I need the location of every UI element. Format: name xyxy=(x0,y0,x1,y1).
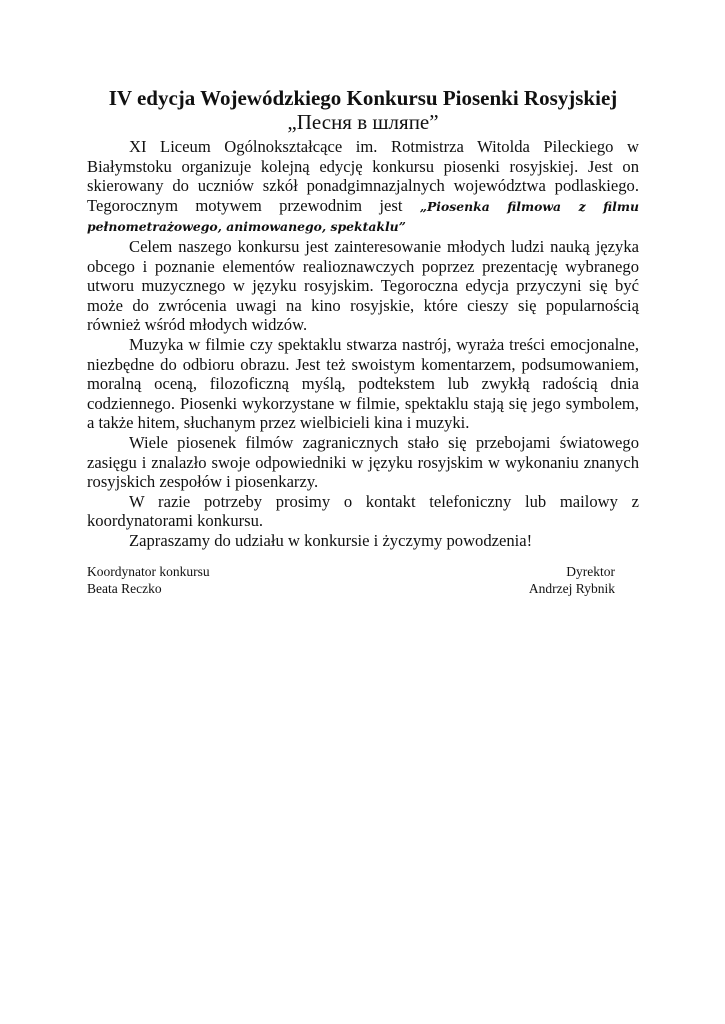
coordinator-name: Beata Reczko xyxy=(87,581,162,596)
paragraph-music: Muzyka w filmie czy spektaklu stwarza nastrój, wyraża treści emocjonalne, niezbędne do odbioru obrazu. Jest też swoistym komentarzem, podsumowaniem, moralną oceną, filozoficzną myślą, podtekstem lub zwykłą radością dnia codziennego. Piosenki wykorzystane w filmie, spektaklu stają się jego symbolem, a także hitem, słuchanym przez wielbicieli kina i muzyki. xyxy=(87,334,639,433)
paragraph-contact: W razie potrzeby prosimy o kontakt telefoniczny lub mailowy z koordynatorami konkursu. xyxy=(87,491,639,531)
signature-coordinator xyxy=(87,563,210,597)
director-role: Dyrektor xyxy=(566,564,615,579)
signature-director xyxy=(529,563,615,597)
paragraph-invitation: Zapraszamy do udziału w konkursie i życzymy powodzenia! xyxy=(129,530,533,550)
coordinator-role: Koordynator konkursu xyxy=(87,564,210,579)
document-subtitle: „Песня в шляпе” xyxy=(287,110,439,134)
document-title: IV edycja Wojewódzkiego Konkursu Piosenki Rosyjskiej xyxy=(108,86,618,110)
paragraph-intro-text: XI Liceum Ogólnokształcące im. Rotmistrza Witolda Pileckiego w Białymstoku organizuje kolejną edycję konkursu piosenki rosyjskiej. Jest on skierowany do uczniów szkół ponadgimnazjalnych województwa podlaskiego. Tegorocznym motywem przewodnim jest xyxy=(87,137,639,215)
document-body xyxy=(87,137,639,550)
paragraph-intro xyxy=(87,137,639,237)
director-name: Andrzej Rybnik xyxy=(528,581,615,596)
contest-motto: „Piosenka filmowa z filmu pełnometrażowego, animowanego, spektaklu” xyxy=(87,198,639,235)
paragraph-goal: Celem naszego konkursu jest zainteresowanie młodych ludzi nauką języka obcego i poznanie elementów realioznawczych poprzez prezentację wybranego utworu muzycznego w języku rosyjskim. Tegoroczna edycja przyczyni się być może do zwrócenia uwagi na kino rosyjskie, które cieszy się popularnością również wśród młodych widzów. xyxy=(87,236,639,335)
document-page xyxy=(87,86,639,550)
paragraph-songs: Wiele piosenek filmów zagranicznych stało się przebojami światowego zasięgu i znalazło swoje odpowiedniki w języku rosyjskim w wykonaniu znanych rosyjskich zespołów i piosenkarzy. xyxy=(87,432,639,492)
